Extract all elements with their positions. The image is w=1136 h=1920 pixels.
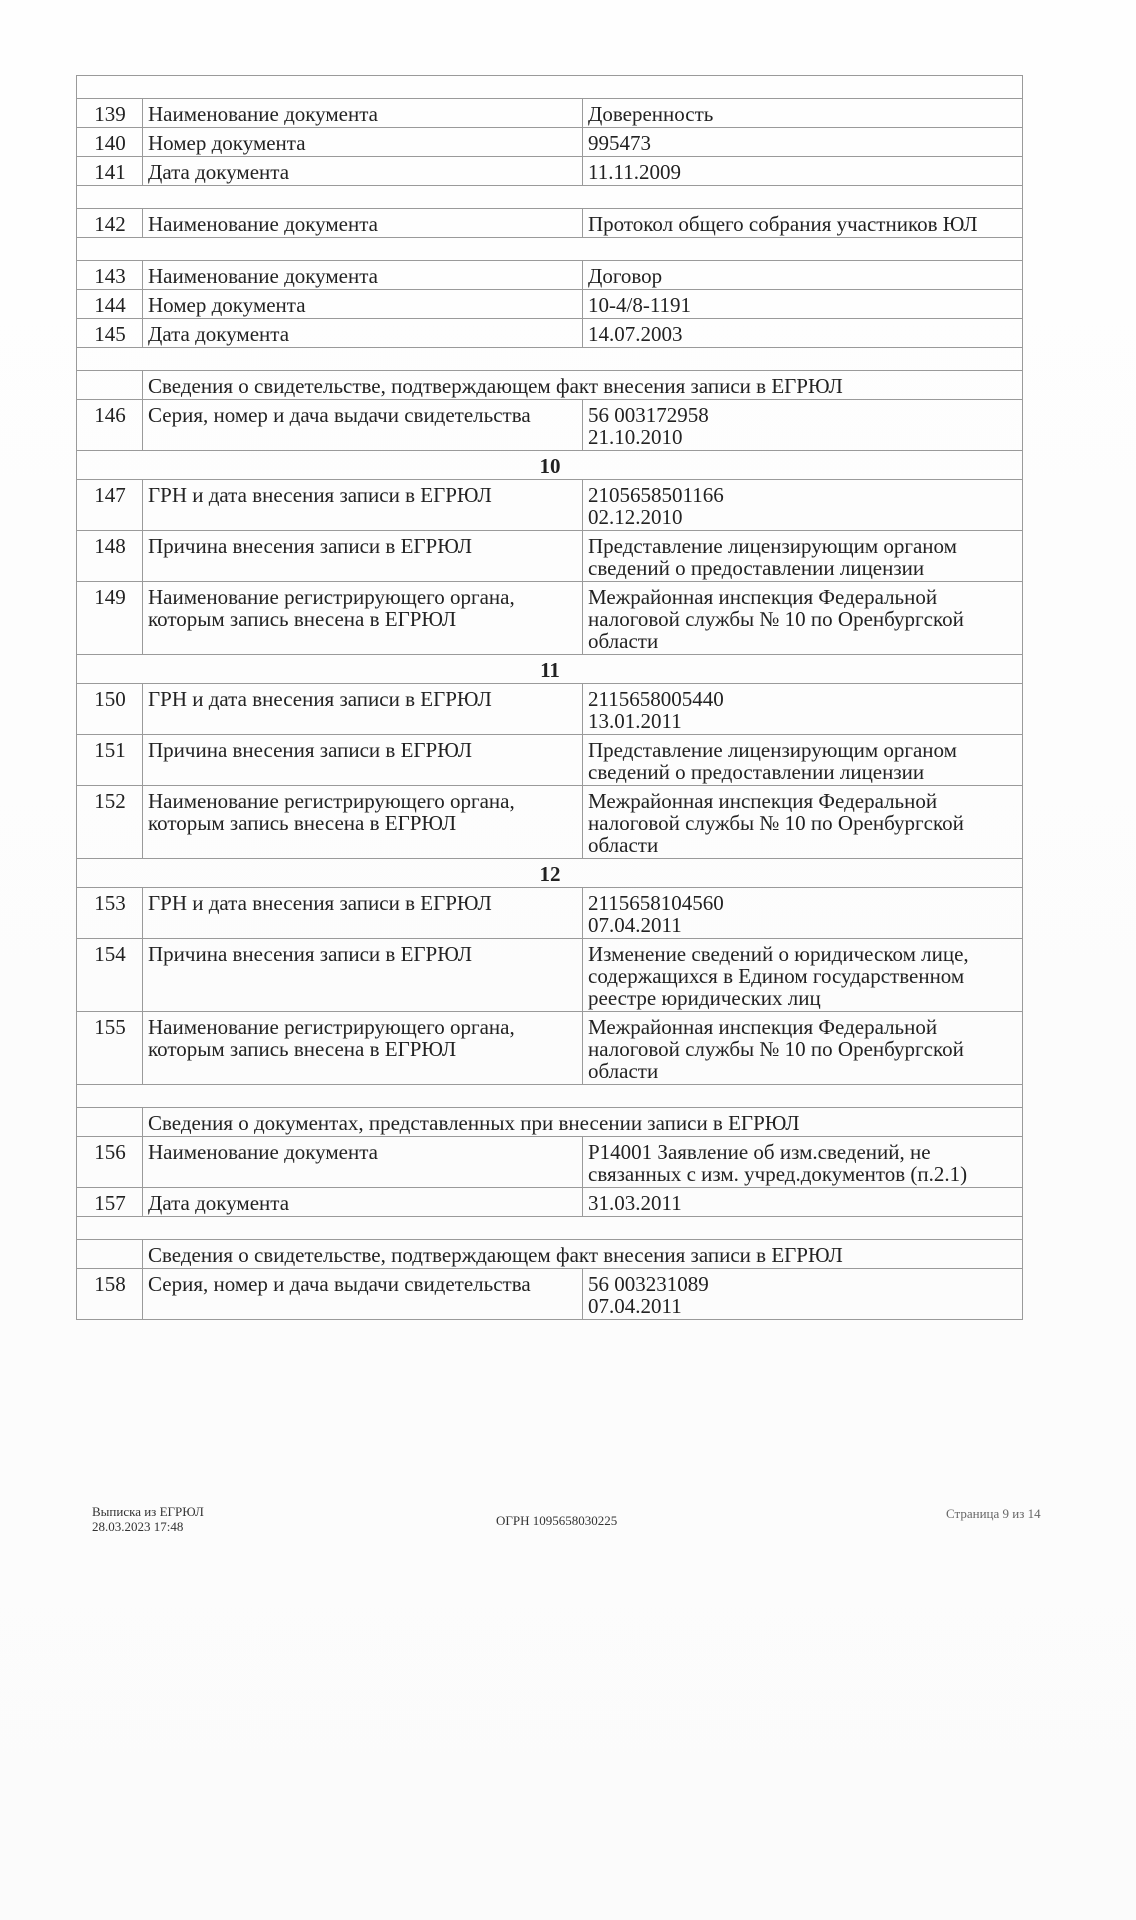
value-line: сведений о предоставлении лицензии xyxy=(588,760,925,784)
field-value xyxy=(583,735,1023,786)
row-number: 150 xyxy=(77,684,143,735)
field-label: Номер документа xyxy=(143,128,583,157)
field-label: ГРН и дата внесения записи в ЕГРЮЛ xyxy=(143,888,583,939)
value-line: 2105658501166 xyxy=(588,483,724,507)
field-label xyxy=(143,1012,583,1085)
field-label: Дата документа xyxy=(143,319,583,348)
row-number: 144 xyxy=(77,290,143,319)
label-line: Наименование регистрирующего органа, xyxy=(148,1015,515,1039)
section-heading-row xyxy=(77,1108,1023,1137)
field-value: 11.11.2009 xyxy=(583,157,1023,186)
row-number: 153 xyxy=(77,888,143,939)
table-row xyxy=(77,290,1023,319)
footer-page-number: Страница 9 из 14 xyxy=(946,1506,1041,1521)
field-label: ГРН и дата внесения записи в ЕГРЮЛ xyxy=(143,480,583,531)
footer-doc-info xyxy=(92,1504,204,1534)
field-value: Доверенность xyxy=(583,99,1023,128)
label-line: Наименование регистрирующего органа, xyxy=(148,789,515,813)
row-number: 140 xyxy=(77,128,143,157)
field-value: Договор xyxy=(583,261,1023,290)
field-label: Дата документа xyxy=(143,1188,583,1217)
row-number: 143 xyxy=(77,261,143,290)
value-line: 07.04.2011 xyxy=(588,1294,682,1318)
row-number: 149 xyxy=(77,582,143,655)
table-row xyxy=(77,1188,1023,1217)
field-label: Наименование документа xyxy=(143,1137,583,1188)
value-line: 56 003231089 xyxy=(588,1272,709,1296)
field-label: ГРН и дата внесения записи в ЕГРЮЛ xyxy=(143,684,583,735)
value-line: Представление лицензирующим органом xyxy=(588,534,957,558)
record-header-row xyxy=(77,655,1023,684)
spacer-row xyxy=(77,76,1023,99)
value-line: области xyxy=(588,833,659,857)
field-value xyxy=(583,888,1023,939)
value-line: области xyxy=(588,1059,659,1083)
field-value xyxy=(583,400,1023,451)
field-label: Причина внесения записи в ЕГРЮЛ xyxy=(143,531,583,582)
value-line: 21.10.2010 xyxy=(588,425,683,449)
spacer-row xyxy=(77,238,1023,261)
field-label: Наименование документа xyxy=(143,261,583,290)
field-label: Серия, номер и дача выдачи свидетельства xyxy=(143,400,583,451)
table-row xyxy=(77,1012,1023,1085)
section-heading-row xyxy=(77,1240,1023,1269)
field-value: 10-4/8-1191 xyxy=(583,290,1023,319)
field-value: 995473 xyxy=(583,128,1023,157)
row-number: 141 xyxy=(77,157,143,186)
record-number: 12 xyxy=(77,859,1023,888)
row-number: 158 xyxy=(77,1269,143,1320)
field-label: Номер документа xyxy=(143,290,583,319)
table-row xyxy=(77,319,1023,348)
record-number: 11 xyxy=(77,655,1023,684)
table-row xyxy=(77,128,1023,157)
table-row xyxy=(77,1137,1023,1188)
value-line: налоговой службы № 10 по Оренбургской xyxy=(588,1037,964,1061)
egrul-extract-table xyxy=(76,75,1023,1320)
value-line: Р14001 Заявление об изм.сведений, не xyxy=(588,1140,931,1164)
row-number: 142 xyxy=(77,209,143,238)
row-number: 146 xyxy=(77,400,143,451)
spacer-row xyxy=(77,348,1023,371)
field-value xyxy=(583,1137,1023,1188)
value-line: Межрайонная инспекция Федеральной xyxy=(588,789,938,813)
row-number: 157 xyxy=(77,1188,143,1217)
field-value xyxy=(583,939,1023,1012)
value-line: 02.12.2010 xyxy=(588,505,683,529)
section-heading: Сведения о свидетельстве, подтверждающем факт внесения записи в ЕГРЮЛ xyxy=(143,1240,1023,1269)
spacer-row xyxy=(77,1085,1023,1108)
field-value xyxy=(583,1012,1023,1085)
field-label: Причина внесения записи в ЕГРЮЛ xyxy=(143,735,583,786)
table-row xyxy=(77,888,1023,939)
field-value xyxy=(583,480,1023,531)
value-line: сведений о предоставлении лицензии xyxy=(588,556,925,580)
table-row xyxy=(77,786,1023,859)
table-row xyxy=(77,1269,1023,1320)
row-number: 151 xyxy=(77,735,143,786)
record-header-row xyxy=(77,859,1023,888)
value-line: Изменение сведений о юридическом лице, xyxy=(588,942,969,966)
record-number: 10 xyxy=(77,451,1023,480)
row-number: 147 xyxy=(77,480,143,531)
row-number: 155 xyxy=(77,1012,143,1085)
spacer-row xyxy=(77,1217,1023,1240)
table-row xyxy=(77,157,1023,186)
table-row xyxy=(77,261,1023,290)
label-line: которым запись внесена в ЕГРЮЛ xyxy=(148,811,457,835)
field-label: Серия, номер и дача выдачи свидетельства xyxy=(143,1269,583,1320)
section-heading-row xyxy=(77,371,1023,400)
table-row xyxy=(77,684,1023,735)
table-row xyxy=(77,939,1023,1012)
value-line: 2115658104560 xyxy=(588,891,724,915)
value-line: содержащихся в Едином государственном xyxy=(588,964,965,988)
value-line: 2115658005440 xyxy=(588,687,724,711)
value-line: Межрайонная инспекция Федеральной xyxy=(588,1015,938,1039)
field-label xyxy=(143,786,583,859)
field-label: Причина внесения записи в ЕГРЮЛ xyxy=(143,939,583,1012)
footer-doc-datetime: 28.03.2023 17:48 xyxy=(92,1519,184,1534)
footer-ogrn: ОГРН 1095658030225 xyxy=(496,1513,618,1528)
field-value: 31.03.2011 xyxy=(583,1188,1023,1217)
value-line: 07.04.2011 xyxy=(588,913,682,937)
row-number: 152 xyxy=(77,786,143,859)
value-line: реестре юридических лиц xyxy=(588,986,821,1010)
field-value xyxy=(583,531,1023,582)
field-value xyxy=(583,582,1023,655)
table-row xyxy=(77,480,1023,531)
field-value: 14.07.2003 xyxy=(583,319,1023,348)
table-row xyxy=(77,209,1023,238)
field-label: Наименование документа xyxy=(143,209,583,238)
value-line: налоговой службы № 10 по Оренбургской xyxy=(588,811,964,835)
field-value xyxy=(583,1269,1023,1320)
field-value xyxy=(583,684,1023,735)
value-line: 56 003172958 xyxy=(588,403,709,427)
section-heading: Сведения о свидетельстве, подтверждающем факт внесения записи в ЕГРЮЛ xyxy=(143,371,1023,400)
row-number: 148 xyxy=(77,531,143,582)
section-heading: Сведения о документах, представленных при внесении записи в ЕГРЮЛ xyxy=(143,1108,1023,1137)
row-number: 154 xyxy=(77,939,143,1012)
value-line: связанных с изм. учред.документов (п.2.1) xyxy=(588,1162,968,1186)
spacer-row xyxy=(77,186,1023,209)
row-number: 145 xyxy=(77,319,143,348)
value-line: Межрайонная инспекция Федеральной xyxy=(588,585,938,609)
field-label: Дата документа xyxy=(143,157,583,186)
footer-doc-title: Выписка из ЕГРЮЛ xyxy=(92,1504,204,1519)
label-line: которым запись внесена в ЕГРЮЛ xyxy=(148,1037,457,1061)
label-line: которым запись внесена в ЕГРЮЛ xyxy=(148,607,457,631)
table-row xyxy=(77,735,1023,786)
record-header-row xyxy=(77,451,1023,480)
row-number: 139 xyxy=(77,99,143,128)
value-line: налоговой службы № 10 по Оренбургской xyxy=(588,607,964,631)
field-value: Протокол общего собрания участников ЮЛ xyxy=(583,209,1023,238)
row-number: 156 xyxy=(77,1137,143,1188)
field-label xyxy=(143,582,583,655)
field-value xyxy=(583,786,1023,859)
value-line: 13.01.2011 xyxy=(588,709,682,733)
label-line: Наименование регистрирующего органа, xyxy=(148,585,515,609)
value-line: Представление лицензирующим органом xyxy=(588,738,957,762)
table-row xyxy=(77,99,1023,128)
value-line: области xyxy=(588,629,659,653)
table-row xyxy=(77,582,1023,655)
table-row xyxy=(77,400,1023,451)
field-label: Наименование документа xyxy=(143,99,583,128)
table-row xyxy=(77,531,1023,582)
